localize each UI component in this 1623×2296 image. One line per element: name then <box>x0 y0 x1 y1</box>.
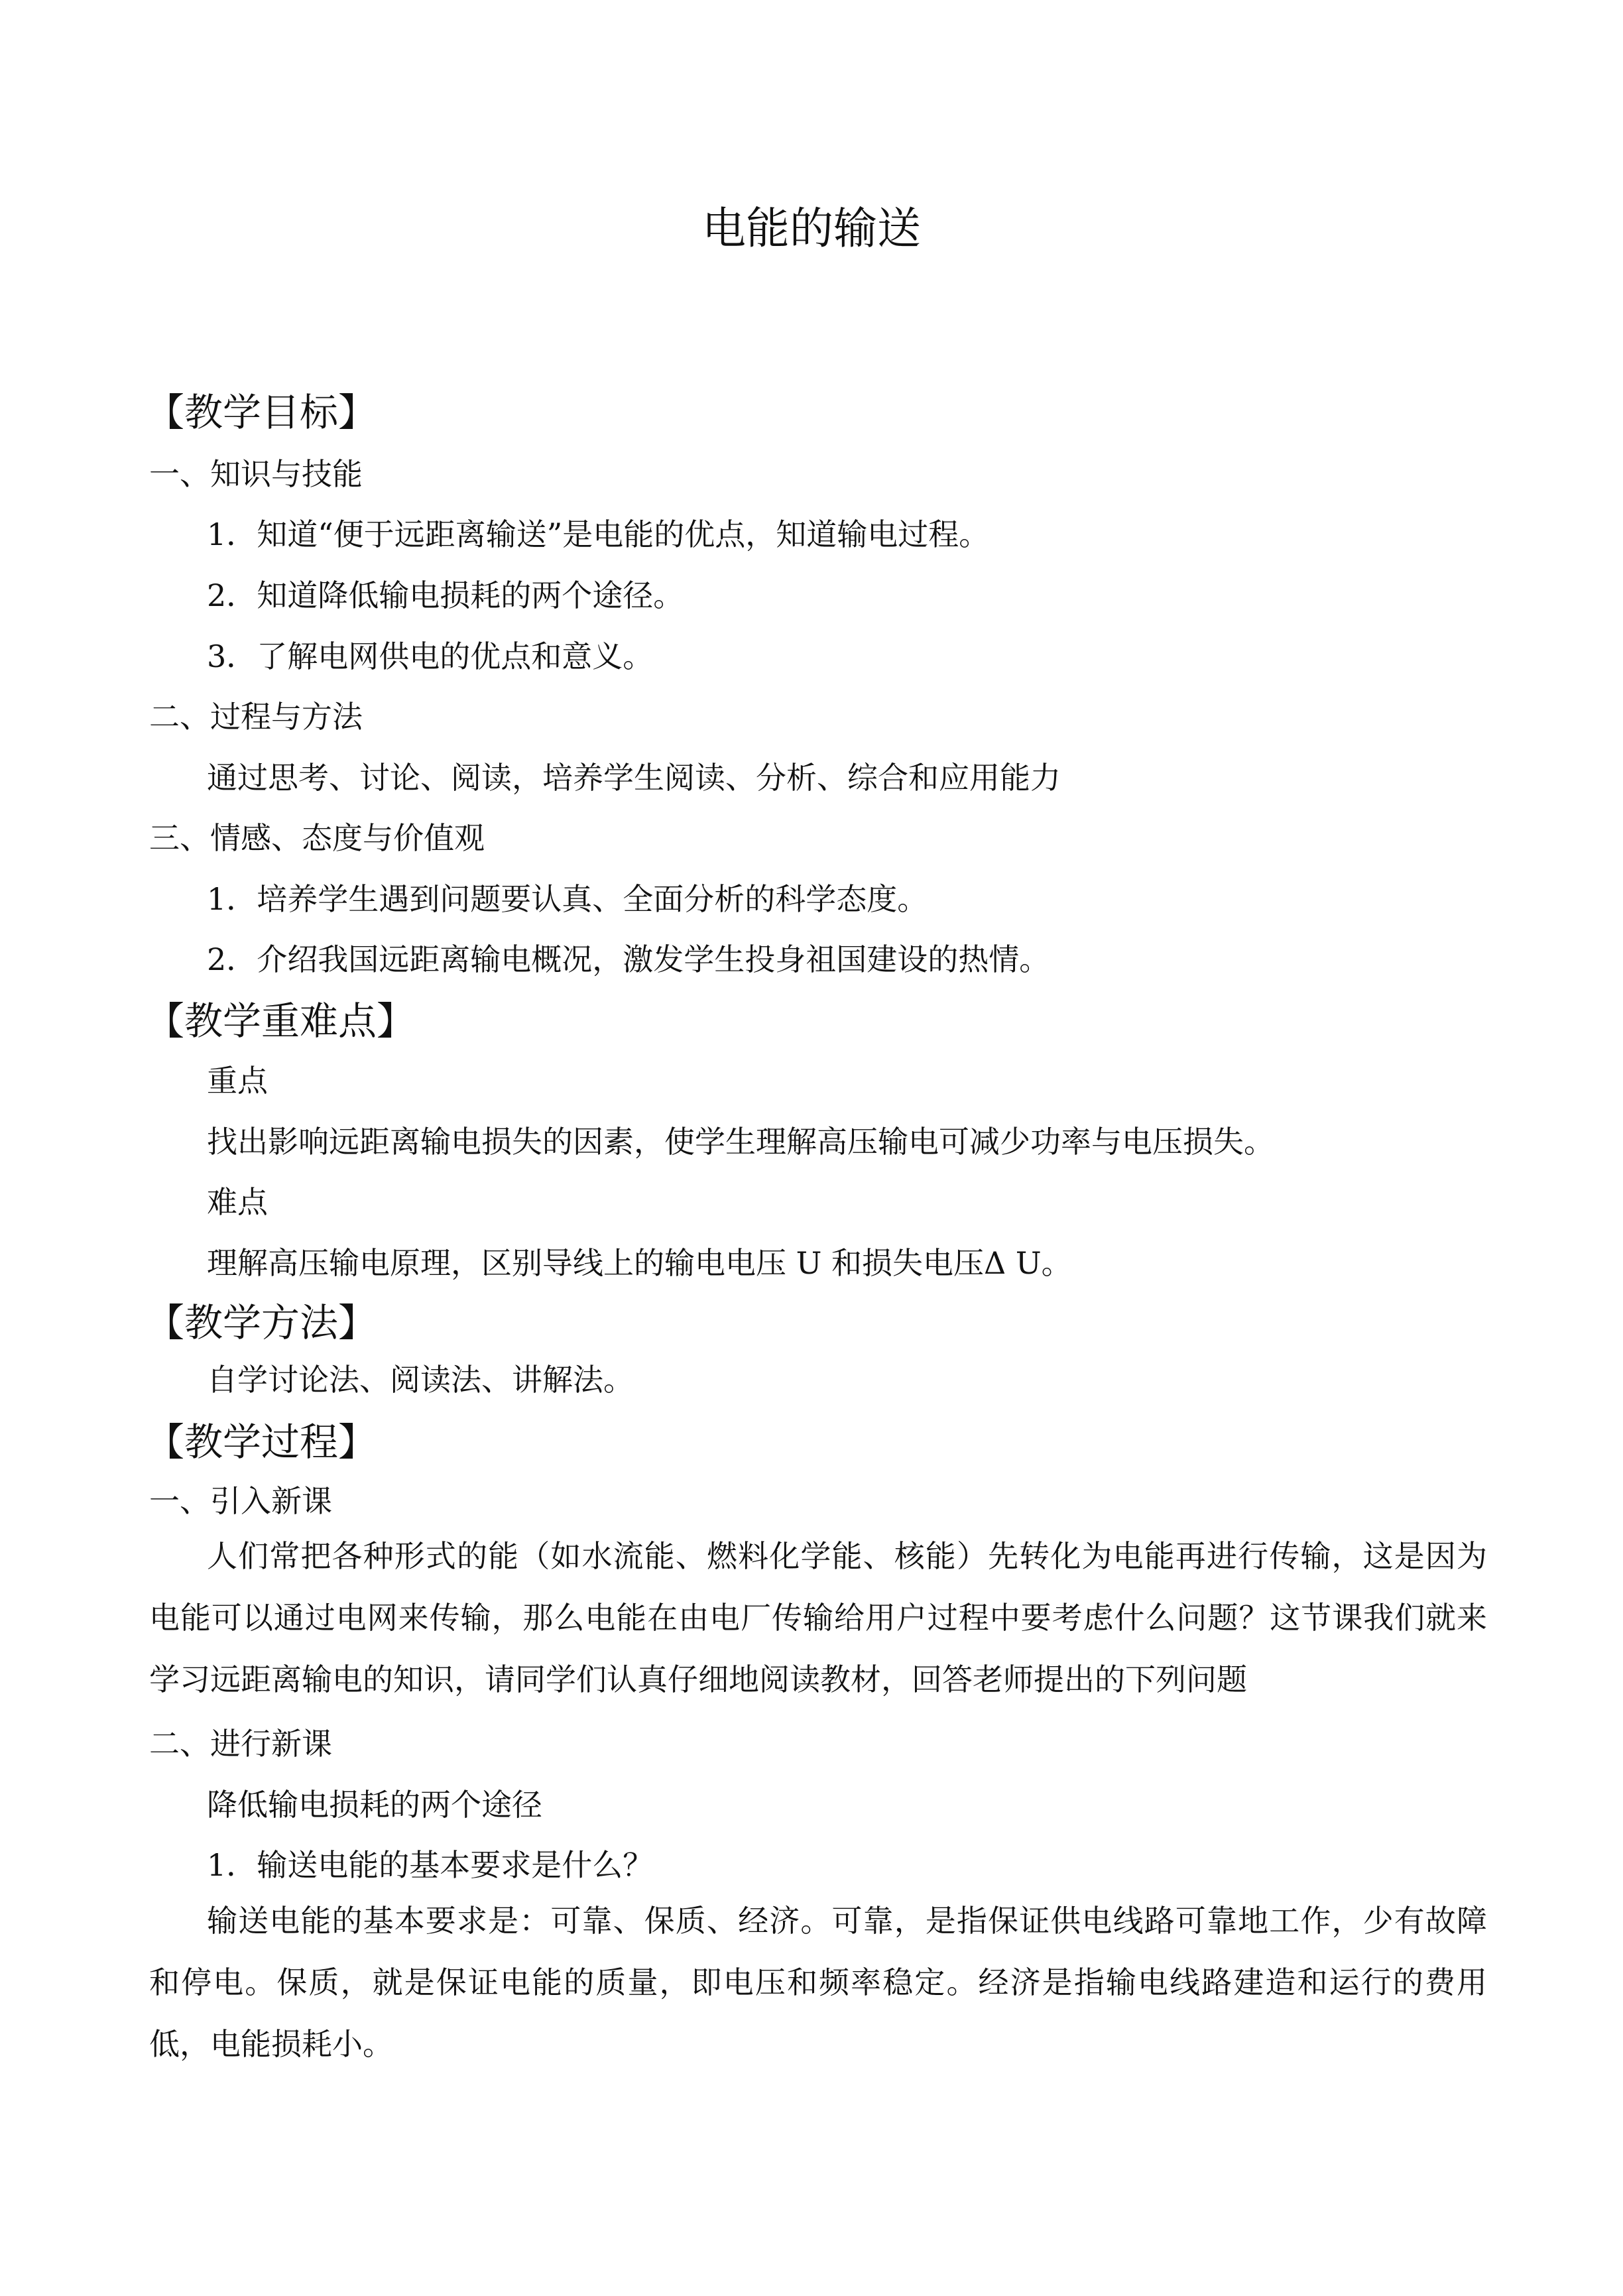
list-item: 2．知道降低输电损耗的两个途径。 <box>207 577 684 613</box>
subheading-intro: 一、引入新课 <box>149 1483 332 1519</box>
paragraph: 理解高压输电原理，区别导线上的输电电压 U 和损失电压Δ U。 <box>207 1245 1072 1281</box>
list-item: 1．培养学生遇到问题要认真、全面分析的科学态度。 <box>207 881 928 917</box>
document-title: 电能的输送 <box>702 203 921 254</box>
paragraph: 自学讨论法、阅读法、讲解法。 <box>207 1362 634 1398</box>
paragraph: 通过思考、讨论、阅读，培养学生阅读、分析、综合和应用能力 <box>207 760 1061 796</box>
subheading-knowledge-skills: 一、知识与技能 <box>149 456 363 492</box>
section-heading-key-points: 【教学重难点】 <box>146 998 416 1044</box>
subheading-process-method: 二、过程与方法 <box>149 699 363 735</box>
paragraph-intro: 人们常把各种形式的能（如水流能、燃料化学能、核能）先转化为电能再进行传输，这是因为电能可以通过电网来传输，那么电能在由电厂传输给用户过程中要考虑什么问题？这节课我们就来学习远距离输电的知识，请同学们认真仔细地阅读教材，回答老师提出的下列问题 <box>149 1538 1487 1697</box>
section-heading-objectives: 【教学目标】 <box>146 390 377 435</box>
paragraph: 找出影响远距离输电损失的因素，使学生理解高压输电可减少功率与电压损失。 <box>207 1124 1274 1160</box>
list-item: 1．输送电能的基本要求是什么？ <box>207 1847 654 1883</box>
label-key-point: 重点 <box>207 1063 268 1099</box>
paragraph: 降低输电损耗的两个途径 <box>207 1787 542 1823</box>
list-item: 2．介绍我国远距离输电概况，激发学生投身祖国建设的热情。 <box>207 941 1050 977</box>
list-item: 3．了解电网供电的优点和意义。 <box>207 638 654 674</box>
label-difficult-point: 难点 <box>207 1184 268 1220</box>
list-item: 1．知道“便于远距离输送”是电能的优点，知道输电过程。 <box>207 516 990 552</box>
subheading-emotion-values: 三、情感、态度与价值观 <box>149 820 485 856</box>
section-heading-process: 【教学过程】 <box>146 1420 377 1465</box>
paragraph-answer: 输送电能的基本要求是：可靠、保质、经济。可靠，是指保证供电线路可靠地工作，少有故障和停电。保质，就是保证电能的质量，即电压和频率稳定。经济是指输电线路建造和运行的费用低，电能损耗小。 <box>149 1903 1487 2062</box>
subheading-new-lesson: 二、进行新课 <box>149 1726 332 1762</box>
section-heading-methods: 【教学方法】 <box>146 1300 377 1345</box>
